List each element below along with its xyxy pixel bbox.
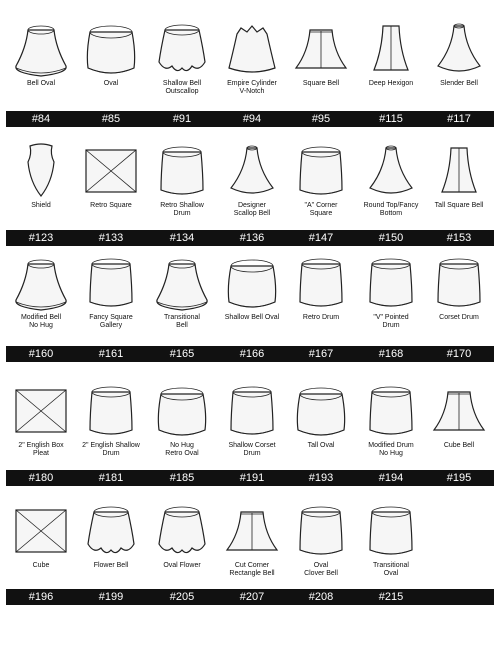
shade-code: #134 bbox=[169, 232, 195, 244]
shade-item bbox=[6, 252, 76, 330]
shade-code: #123 bbox=[28, 232, 54, 244]
shade-item bbox=[424, 380, 494, 450]
shade-name: Transitional Bell bbox=[164, 314, 200, 329]
shade-name: Oval Clover Bell bbox=[304, 562, 338, 577]
shade-code: #150 bbox=[378, 232, 404, 244]
shade-code: #94 bbox=[242, 113, 262, 125]
shade-code: #180 bbox=[28, 472, 54, 484]
scallop-bell-icon bbox=[217, 140, 287, 202]
shade-item bbox=[286, 380, 356, 450]
shade-item bbox=[6, 18, 76, 88]
square-bell-icon bbox=[286, 18, 356, 80]
oval-icon bbox=[76, 18, 146, 80]
shade-code: #147 bbox=[308, 232, 334, 244]
shade-name: Oval Flower bbox=[163, 562, 201, 569]
shade-item bbox=[356, 380, 426, 458]
catalog-row bbox=[6, 18, 494, 127]
shade-item bbox=[6, 380, 76, 458]
shade-item bbox=[424, 252, 494, 322]
shade-name: Shallow Bell Oval bbox=[224, 314, 280, 321]
shade-code: #117 bbox=[447, 113, 471, 125]
oval-flower-icon bbox=[147, 500, 217, 562]
shade-code: #133 bbox=[98, 232, 124, 244]
bell-oval-icon bbox=[6, 18, 76, 80]
shade-item bbox=[424, 140, 494, 210]
shade-item bbox=[356, 252, 426, 330]
shade-code: #193 bbox=[308, 472, 334, 484]
shade-code: #195 bbox=[446, 472, 472, 484]
shade-name: Empire Cylinder V-Notch bbox=[227, 80, 277, 95]
clover-bell-icon bbox=[286, 500, 356, 562]
shade-code: #170 bbox=[446, 348, 472, 360]
scallop-icon bbox=[147, 18, 217, 80]
code-bar bbox=[6, 230, 494, 246]
shade-code: #207 bbox=[239, 591, 265, 603]
retro-oval-icon bbox=[147, 380, 217, 442]
cube-bell-icon bbox=[424, 380, 494, 442]
code-bar bbox=[6, 470, 494, 486]
tall-oval-icon bbox=[286, 380, 356, 442]
shade-name: Retro Square bbox=[90, 202, 132, 209]
shade-item bbox=[217, 252, 287, 322]
shade-item bbox=[147, 500, 217, 570]
flower-bell-icon bbox=[76, 500, 146, 562]
shade-item bbox=[76, 380, 146, 458]
catalog-row bbox=[6, 140, 494, 246]
shade-code: #115 bbox=[379, 113, 403, 125]
shade-code: #84 bbox=[31, 113, 51, 125]
shade-code: #205 bbox=[169, 591, 195, 603]
shade-code: #85 bbox=[101, 113, 121, 125]
shade-name: 2" English Shallow Drum bbox=[82, 442, 140, 457]
shade-item bbox=[286, 500, 356, 578]
cut-corner-icon bbox=[217, 500, 287, 562]
shade-name: Retro Shallow Drum bbox=[160, 202, 204, 217]
shade-name: Oval bbox=[103, 80, 119, 87]
shade-name: Shield bbox=[31, 202, 51, 209]
shade-item bbox=[286, 252, 356, 322]
shade-name: Flower Bell bbox=[93, 562, 129, 569]
catalog-row bbox=[6, 500, 494, 605]
shade-name: Modified Bell No Hug bbox=[20, 314, 62, 329]
modified-bell-icon bbox=[6, 252, 76, 314]
shade-name: Retro Drum bbox=[302, 314, 340, 321]
shade-item bbox=[76, 18, 146, 88]
a-corner-icon bbox=[286, 140, 356, 202]
shade-name: Fancy Square Gallery bbox=[89, 314, 133, 329]
shade-item bbox=[356, 500, 426, 578]
shade-name: Slender Bell bbox=[440, 80, 478, 87]
shade-name: Cube bbox=[32, 562, 50, 569]
fancy-square-icon bbox=[76, 252, 146, 314]
shallow-corset-icon bbox=[217, 380, 287, 442]
shade-code: #181 bbox=[98, 472, 124, 484]
shade-code: #153 bbox=[446, 232, 472, 244]
shade-item bbox=[217, 500, 287, 578]
drum-icon bbox=[147, 140, 217, 202]
shade-code: #199 bbox=[98, 591, 124, 603]
shade-item bbox=[6, 140, 76, 210]
shade-code: #196 bbox=[28, 591, 54, 603]
shade-item bbox=[286, 18, 356, 88]
shade-code: #136 bbox=[239, 232, 265, 244]
shade-code: #166 bbox=[239, 348, 265, 360]
shade-item bbox=[217, 380, 287, 458]
shade-item bbox=[76, 140, 146, 210]
shade-name: "A" Corner Square bbox=[304, 202, 338, 217]
shade-item bbox=[147, 252, 217, 330]
shade-code: #208 bbox=[308, 591, 334, 603]
shade-name: "V" Pointed Drum bbox=[373, 314, 409, 329]
shade-name: No Hug Retro Oval bbox=[165, 442, 199, 457]
shade-code: #95 bbox=[311, 113, 331, 125]
cube-icon bbox=[6, 500, 76, 562]
pleat-drum-icon bbox=[76, 380, 146, 442]
shade-code: #168 bbox=[378, 348, 404, 360]
shallow-oval-icon bbox=[217, 252, 287, 314]
tall-square-icon bbox=[424, 140, 494, 202]
shade-code: #167 bbox=[308, 348, 334, 360]
shade-item bbox=[286, 140, 356, 218]
shade-name: Deep Hexigon bbox=[368, 80, 414, 87]
shade-item bbox=[424, 18, 494, 88]
shade-name: Shallow Corset Drum bbox=[228, 442, 276, 457]
round-top-icon bbox=[356, 140, 426, 202]
shade-name: Bell Oval bbox=[26, 80, 55, 87]
slender-bell-icon bbox=[424, 18, 494, 80]
shade-item bbox=[217, 140, 287, 218]
shade-name: Transitional Oval bbox=[373, 562, 409, 577]
shield-icon bbox=[6, 140, 76, 202]
shade-name: Square Bell bbox=[302, 80, 340, 87]
shade-name: Shallow Bell Outscallop bbox=[162, 80, 202, 95]
shade-code: #185 bbox=[169, 472, 195, 484]
shade-code: #91 bbox=[172, 113, 192, 125]
shade-item bbox=[217, 18, 287, 96]
shade-code: #160 bbox=[28, 348, 54, 360]
shade-code: #161 bbox=[98, 348, 124, 360]
code-bar bbox=[6, 111, 494, 127]
transitional-oval-icon bbox=[356, 500, 426, 562]
shade-name: Modified Drum No Hug bbox=[368, 442, 414, 457]
hexagon-icon bbox=[356, 18, 426, 80]
v-drum-icon bbox=[356, 252, 426, 314]
retro-square-icon bbox=[76, 140, 146, 202]
shade-name: Tall Square Bell bbox=[434, 202, 484, 209]
shade-item bbox=[147, 18, 217, 96]
catalog-row bbox=[6, 252, 494, 362]
shade-name: Cube Bell bbox=[443, 442, 475, 449]
shade-item bbox=[147, 380, 217, 458]
corset-drum-icon bbox=[424, 252, 494, 314]
shade-name: Designer Scallop Bell bbox=[233, 202, 271, 217]
catalog-row bbox=[6, 380, 494, 486]
shade-name: Corset Drum bbox=[439, 314, 479, 321]
shade-name: Cut Corner Rectangle Bell bbox=[229, 562, 275, 577]
shade-code: #165 bbox=[169, 348, 195, 360]
shade-item bbox=[6, 500, 76, 570]
transitional-bell-icon bbox=[147, 252, 217, 314]
shade-item bbox=[356, 140, 426, 218]
shade-code: #215 bbox=[378, 591, 404, 603]
shade-item bbox=[147, 140, 217, 218]
shade-name: Round Top/Fancy Bottom bbox=[363, 202, 419, 217]
shade-item bbox=[76, 252, 146, 330]
shade-name: Tall Oval bbox=[307, 442, 335, 449]
retro-drum-icon bbox=[286, 252, 356, 314]
shade-item bbox=[356, 18, 426, 88]
shade-name: 2" English Box Pleat bbox=[18, 442, 64, 457]
code-bar bbox=[6, 589, 494, 605]
shade-code: #194 bbox=[378, 472, 404, 484]
box-pleat-icon bbox=[6, 380, 76, 442]
modified-drum-icon bbox=[356, 380, 426, 442]
shade-item bbox=[76, 500, 146, 570]
shade-code: #191 bbox=[239, 472, 265, 484]
code-bar bbox=[6, 346, 494, 362]
vnotch-icon bbox=[217, 18, 287, 80]
